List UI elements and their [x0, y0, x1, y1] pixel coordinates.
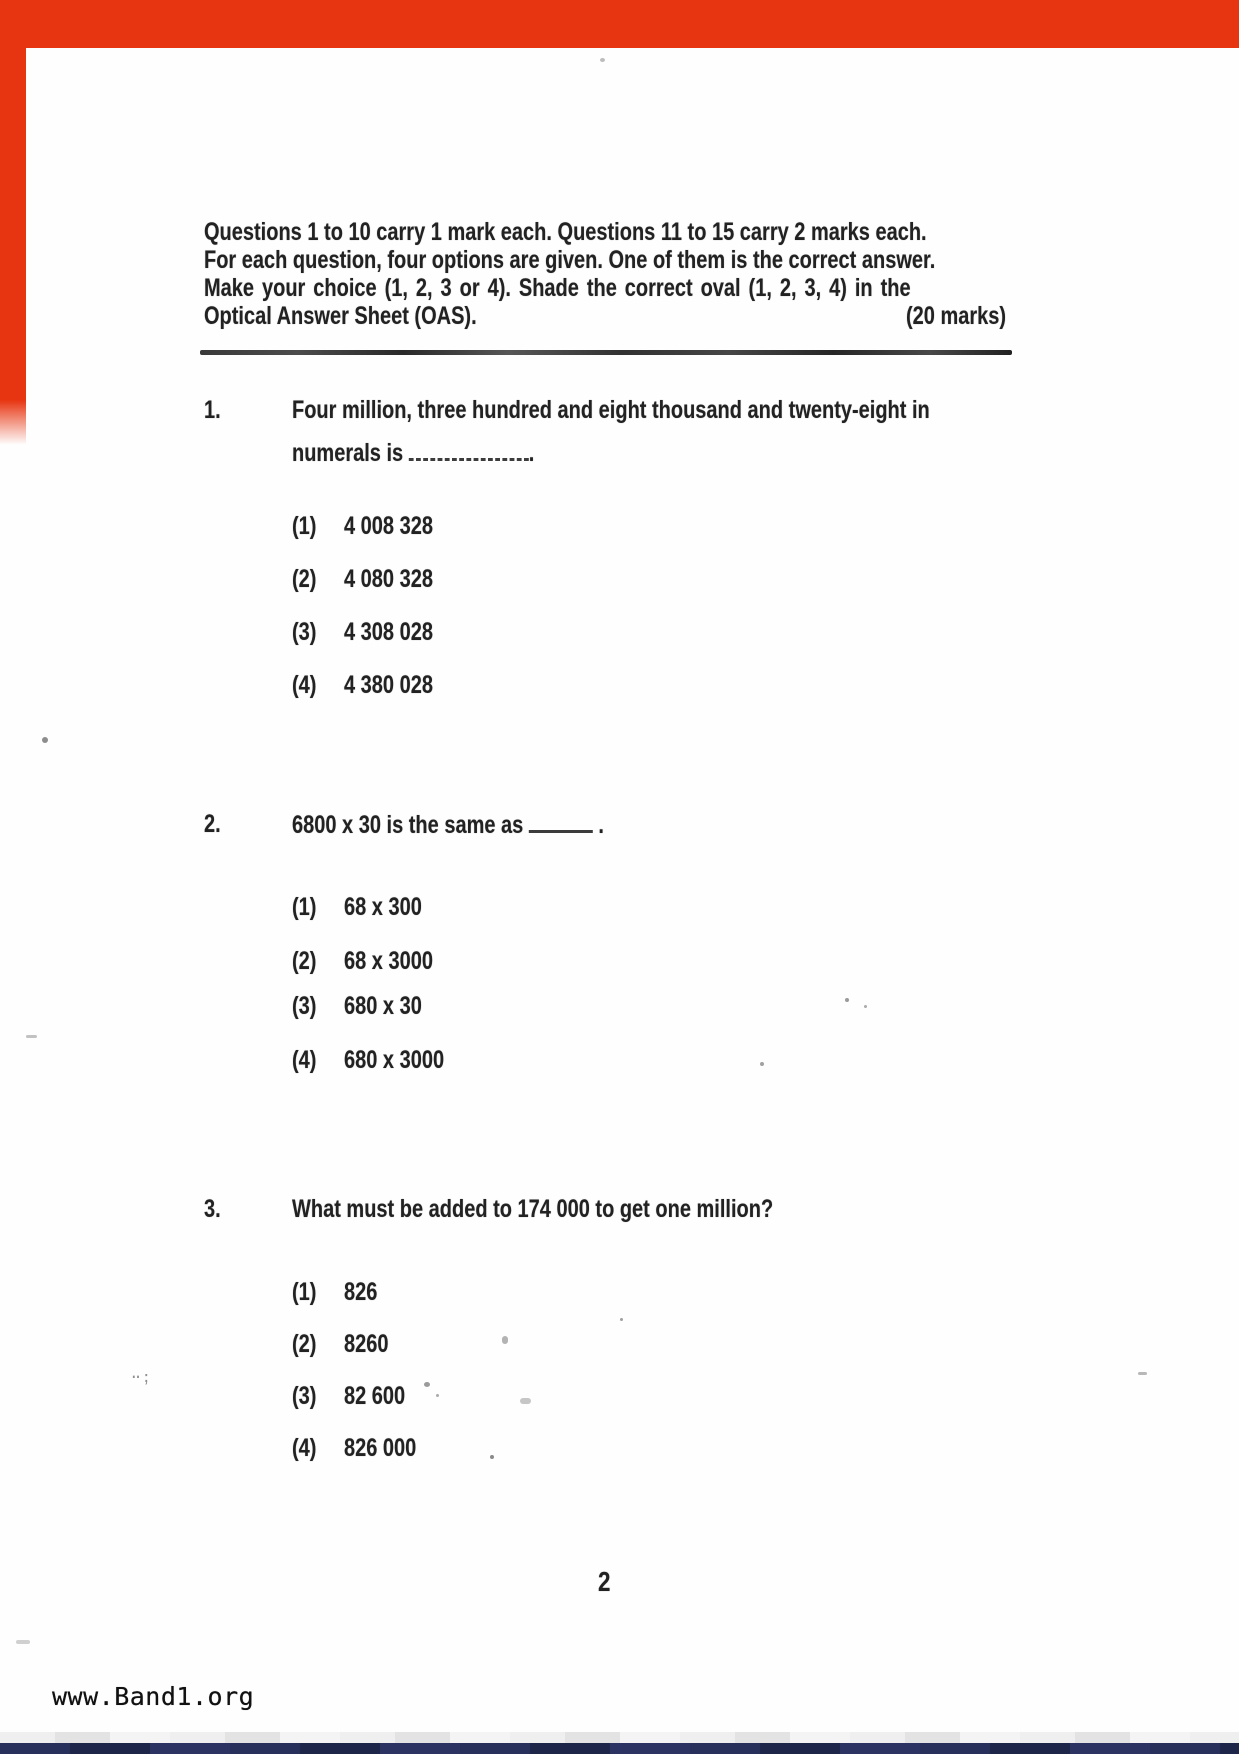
scan-smudge: [520, 1398, 531, 1404]
page-number: 2: [598, 1566, 611, 1597]
scan-artifact-top-red-band: [0, 0, 1239, 48]
question-2-option-4: [292, 1046, 444, 1074]
scan-speck: [26, 1035, 37, 1038]
option-label: (3): [292, 1382, 317, 1410]
question-3-option-2: [292, 1330, 389, 1358]
option-value: 4 008 328: [344, 512, 433, 540]
question-1-number: 1.: [204, 396, 221, 424]
scan-speck: [760, 1062, 764, 1066]
scan-speck: [436, 1394, 439, 1397]
scan-speck: [845, 998, 849, 1002]
question-1-option-4: [292, 671, 433, 699]
option-value: 4 308 028: [344, 618, 433, 646]
question-2-option-1: [292, 893, 422, 921]
option-value: 4 080 328: [344, 565, 433, 593]
question-1-option-2: [292, 565, 433, 593]
scan-artifact-bottom-navy-bar: [0, 1743, 1239, 1754]
scan-smudge: [502, 1336, 508, 1344]
question-2-number: 2.: [204, 810, 221, 838]
option-label: (4): [292, 1434, 317, 1462]
question-3-option-1: [292, 1278, 377, 1306]
question-2-option-3: [292, 992, 422, 1020]
question-1-text-line-2: [292, 438, 534, 467]
option-label: (4): [292, 671, 317, 699]
question-3-option-4: [292, 1434, 416, 1462]
scan-speck: [1138, 1372, 1147, 1375]
option-value: 680 x 3000: [344, 1046, 445, 1074]
option-value: 82 600: [344, 1382, 406, 1410]
question-2-tail: .: [592, 811, 604, 839]
instructions-line-4: Optical Answer Sheet (OAS).: [204, 302, 477, 330]
option-label: (1): [292, 512, 317, 540]
scan-speck: [490, 1455, 494, 1459]
option-label: (1): [292, 1278, 317, 1306]
option-value: 8260: [344, 1330, 389, 1358]
option-value: 68 x 300: [344, 893, 422, 921]
question-1-option-3: [292, 618, 433, 646]
option-value: 4 380 028: [344, 671, 433, 699]
option-label: (1): [292, 893, 317, 921]
question-3-option-3: [292, 1382, 405, 1410]
question-1-text-line-1: Four million, three hundred and eight thousand and twenty-eight in: [292, 396, 930, 424]
question-1-option-1: [292, 512, 433, 540]
scan-speck: [620, 1318, 623, 1321]
scan-speck: [864, 1005, 867, 1008]
option-label: (2): [292, 947, 317, 975]
option-label: (3): [292, 618, 317, 646]
option-label: (4): [292, 1046, 317, 1074]
question-2-option-2: [292, 947, 433, 975]
question-1-answer-blank: [409, 438, 529, 461]
option-value: 68 x 3000: [344, 947, 433, 975]
scan-pencil-marks: ·· ;: [132, 1369, 149, 1386]
option-label: (2): [292, 565, 317, 593]
scan-artifact-left-red-stripe: [0, 0, 26, 445]
question-2-answer-blank: [529, 810, 593, 833]
scan-speck: [424, 1382, 430, 1387]
question-3-number: 3.: [204, 1195, 221, 1223]
question-2-text: [292, 810, 604, 839]
option-value: 680 x 30: [344, 992, 422, 1020]
option-label: (2): [292, 1330, 317, 1358]
scan-speck: [42, 737, 48, 743]
question-1-line2-prefix: numerals is: [292, 439, 404, 467]
option-value: 826 000: [344, 1434, 417, 1462]
question-2-prefix: 6800 x 30 is the same as: [292, 811, 524, 839]
question-3-text: What must be added to 174 000 to get one million?: [292, 1195, 774, 1223]
marks-label: (20 marks): [905, 302, 1006, 330]
instructions-line-1: Questions 1 to 10 carry 1 mark each. Questions 11 to 15 carry 2 marks each.: [204, 218, 927, 246]
instructions-line-2: For each question, four options are given. One of them is the correct answer.: [204, 246, 936, 274]
scan-speck: [16, 1640, 30, 1644]
instructions-line-3: Make your choice (1, 2, 3 or 4). Shade the correct oval (1, 2, 3, 4) in the: [204, 274, 911, 302]
scan-speck: [600, 58, 605, 62]
question-1-line2-tail: .: [528, 439, 535, 467]
option-label: (3): [292, 992, 317, 1020]
section-divider-rule: [200, 350, 1012, 355]
watermark-url: www.Band1.org: [52, 1682, 255, 1711]
option-value: 826: [344, 1278, 378, 1306]
